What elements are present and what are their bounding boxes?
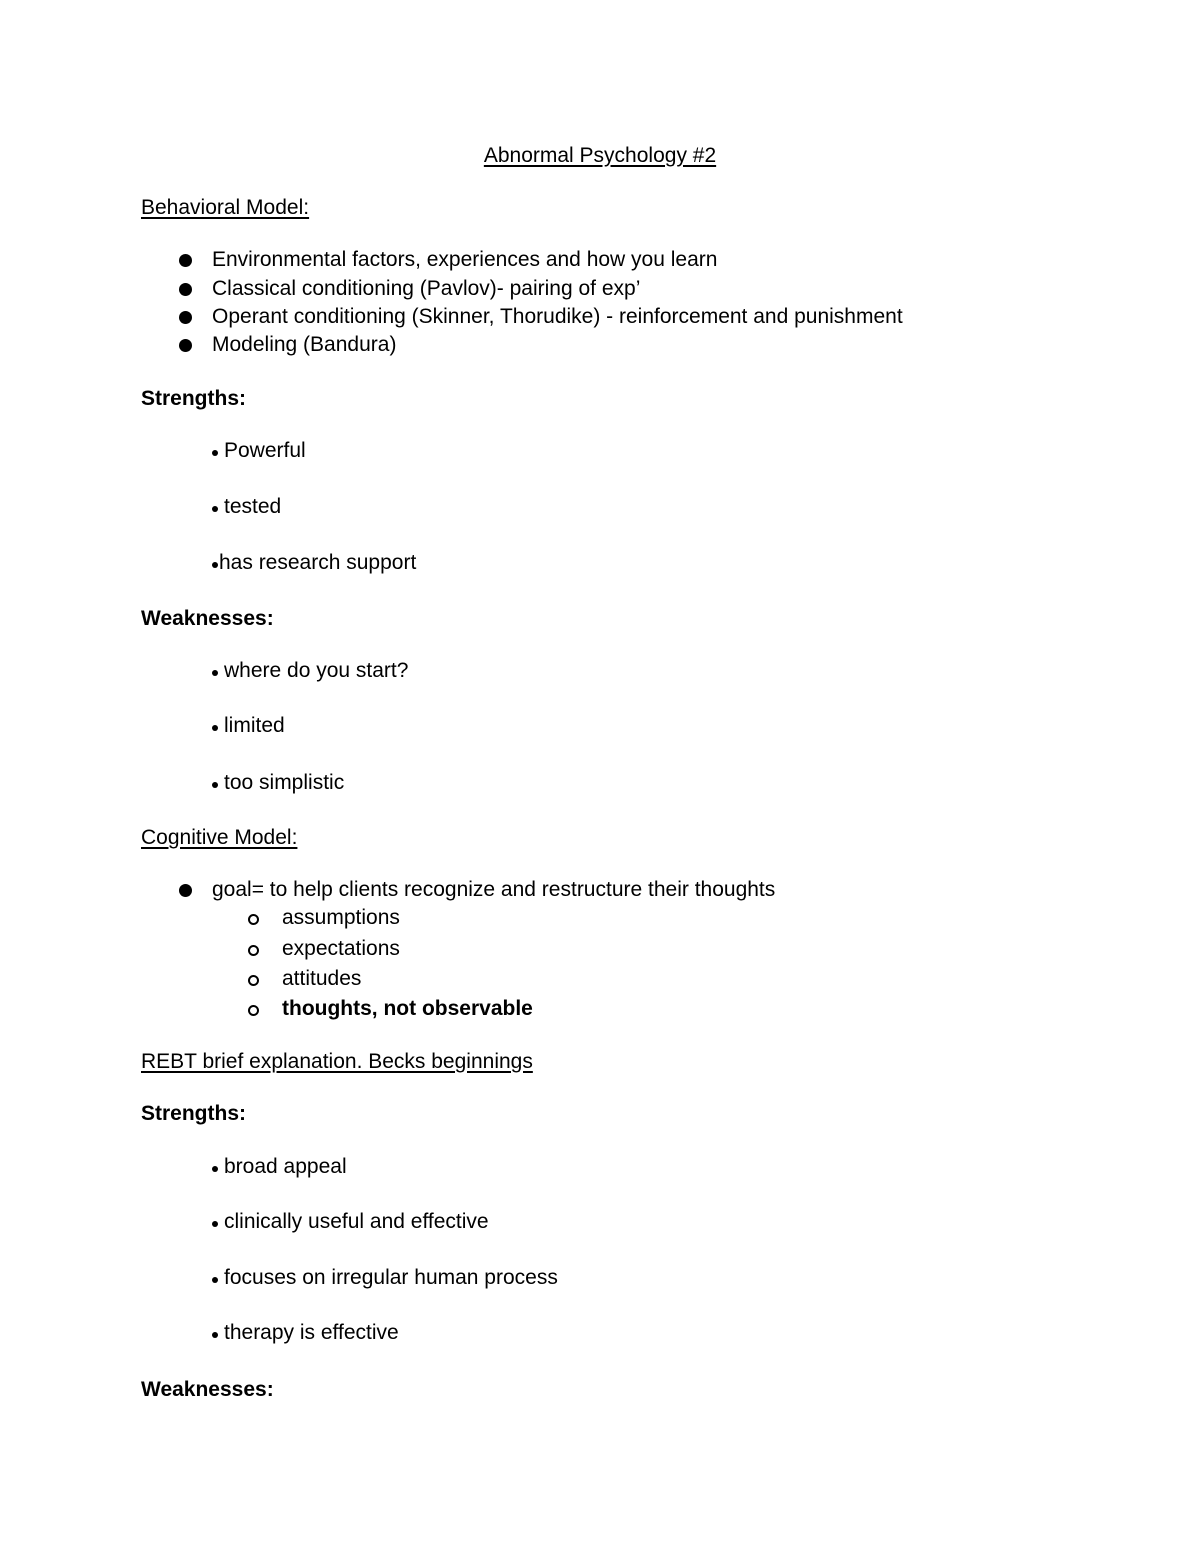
behavioral-model-heading: Behavioral Model: (141, 196, 310, 219)
cognitive-sub-point: attitudes (282, 967, 362, 990)
bullet-dot-icon (212, 725, 218, 731)
bullet-dot-icon (212, 1166, 218, 1172)
cognitive-weaknesses-heading: Weaknesses: (141, 1378, 274, 1401)
behavioral-strength-item: tested (212, 494, 281, 520)
cognitive-strength-item: therapy is effective (212, 1320, 399, 1346)
behavioral-weakness-item: limited (212, 713, 285, 739)
rebt-heading: REBT brief explanation. Becks beginnings (141, 1050, 533, 1073)
behavioral-strengths-heading: Strengths: (141, 387, 246, 410)
bullet-dot-icon (212, 506, 218, 512)
bullet-dot-icon (212, 1277, 218, 1283)
hollow-bullet-icon (248, 914, 259, 925)
cognitive-model-heading: Cognitive Model: (141, 826, 298, 849)
hollow-bullet-icon (248, 975, 259, 986)
cognitive-sub-point: expectations (282, 937, 400, 960)
bullet-dot-icon (212, 450, 218, 456)
behavioral-point: Environmental factors, experiences and how you learn (212, 248, 718, 271)
bullet-icon (179, 311, 192, 324)
bullet-dot-icon (212, 782, 218, 788)
behavioral-weakness-item: where do you start? (212, 658, 408, 684)
cognitive-strength-item: focuses on irregular human process (212, 1265, 558, 1291)
cognitive-sub-point: thoughts, not observable (282, 997, 533, 1020)
bullet-icon (179, 283, 192, 296)
hollow-bullet-icon (248, 1005, 259, 1016)
page-title: Abnormal Psychology #2 (483, 144, 717, 167)
hollow-bullet-icon (248, 945, 259, 956)
bullet-icon (179, 884, 192, 897)
bullet-dot-icon (212, 1332, 218, 1338)
bullet-dot-icon (212, 670, 218, 676)
bullet-icon (179, 339, 192, 352)
bullet-dot-icon (212, 562, 218, 568)
bullet-icon (179, 254, 192, 267)
behavioral-point: Operant conditioning (Skinner, Thorudike) - reinforcement and punishment (212, 305, 903, 328)
behavioral-point: Classical conditioning (Pavlov)- pairing of exp’ (212, 277, 641, 300)
cognitive-goal: goal= to help clients recognize and restructure their thoughts (212, 878, 776, 901)
behavioral-strength-item: has research support (212, 550, 416, 576)
behavioral-strength-item: Powerful (212, 438, 306, 464)
behavioral-point: Modeling (Bandura) (212, 333, 397, 356)
cognitive-sub-point: assumptions (282, 906, 400, 929)
cognitive-strengths-heading: Strengths: (141, 1102, 246, 1125)
cognitive-strength-item: broad appeal (212, 1154, 347, 1180)
bullet-dot-icon (212, 1221, 218, 1227)
behavioral-weaknesses-heading: Weaknesses: (141, 607, 274, 630)
behavioral-weakness-item: too simplistic (212, 770, 344, 796)
cognitive-strength-item: clinically useful and effective (212, 1209, 489, 1235)
